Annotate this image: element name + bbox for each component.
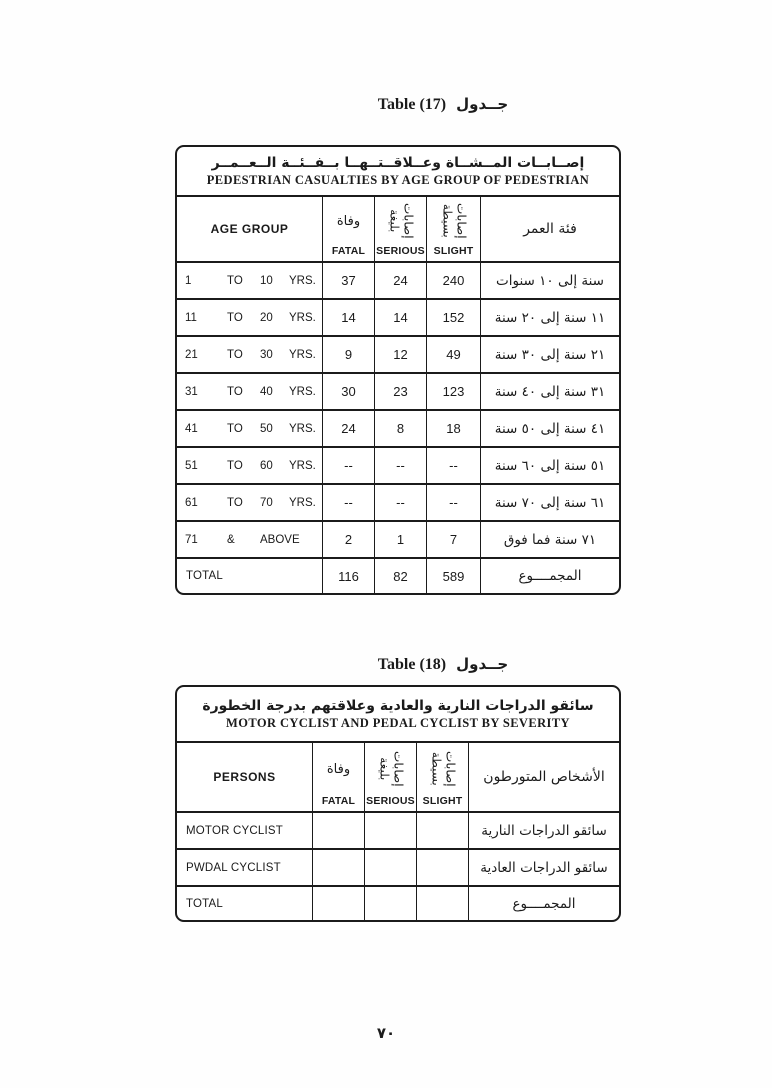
fatal-header-18-arabic-wrap <box>313 743 364 795</box>
age-connector: TO <box>227 274 243 287</box>
slight-arabic-word2: بسيطة <box>440 204 455 238</box>
age-to: 60 <box>260 459 273 472</box>
age-range-arabic: ٣١ سنة إلى ٤٠ سنة <box>480 374 619 409</box>
table-row <box>177 446 619 483</box>
slight-value <box>416 850 468 885</box>
slight-rotated-label <box>436 197 472 245</box>
slight-header-18 <box>416 743 468 811</box>
age-range-cell <box>177 522 322 557</box>
age-unit: YRS. <box>289 459 316 472</box>
slight-value: 123 <box>426 374 480 409</box>
table18-total-row <box>177 885 619 920</box>
table-row <box>177 335 619 372</box>
serious-value: -- <box>374 485 426 520</box>
table17-total-row <box>177 557 619 593</box>
fatal-value: -- <box>322 485 374 520</box>
table17-caption-en: Table (17) <box>377 96 447 113</box>
table17-title <box>177 147 619 195</box>
slight-header <box>426 197 480 261</box>
age-connector: TO <box>227 311 243 324</box>
age-group-header: AGE GROUP <box>210 222 289 236</box>
serious-header-english: SERIOUS <box>376 245 425 257</box>
fatal-value: 2 <box>322 522 374 557</box>
slight-value: 7 <box>426 522 480 557</box>
table-row <box>177 848 619 885</box>
fatal-value: 37 <box>322 263 374 298</box>
age-unit: YRS. <box>289 385 316 398</box>
table18-header-row <box>177 741 619 811</box>
slight-value: 49 <box>426 337 480 372</box>
age-range-cell <box>177 337 322 372</box>
serious-18-arabic-word1: إصابات <box>391 751 406 787</box>
table18-caption-en: Table (18) <box>377 656 447 673</box>
total-slight-18 <box>416 887 468 920</box>
age-unit: YRS. <box>289 311 316 324</box>
serious-value: 23 <box>374 374 426 409</box>
age-unit: YRS. <box>289 274 316 287</box>
age-from: 1 <box>185 274 192 287</box>
serious-rotated-text <box>387 203 415 238</box>
age-range-cell <box>177 300 322 335</box>
age-connector: TO <box>227 496 243 509</box>
age-unit: YRS. <box>289 422 316 435</box>
table18 <box>175 685 621 922</box>
age-to: 50 <box>260 422 273 435</box>
fatal-header-18-english: FATAL <box>321 795 356 807</box>
age-to: 20 <box>260 311 273 324</box>
table17-caption-ar: جــدول <box>456 95 509 113</box>
serious-18-rotated-text <box>377 751 405 786</box>
fatal-value: 9 <box>322 337 374 372</box>
serious-header <box>374 197 426 261</box>
person-type-arabic: سائقو الدراجات النارية <box>468 813 619 848</box>
age-connector: TO <box>227 385 243 398</box>
fatal-header-18 <box>312 743 364 811</box>
table17-title-english: PEDESTRIAN CASUALTIES BY AGE GROUP OF PEDESTRIAN <box>206 172 590 187</box>
slight-header-english: SLIGHT <box>433 245 474 257</box>
total-serious: 82 <box>374 559 426 593</box>
age-range-arabic: ٤١ سنة إلى ٥٠ سنة <box>480 411 619 446</box>
table17-title-arabic: إصــابــات المــشــاة وعــلاقــتــهــا بــفــئــة الــعــمــر <box>211 154 585 171</box>
serious-rotated-label <box>383 197 419 245</box>
fatal-value <box>312 813 364 848</box>
fatal-value: 24 <box>322 411 374 446</box>
age-range-arabic: ٥١ سنة إلى ٦٠ سنة <box>480 448 619 483</box>
fatal-value: 14 <box>322 300 374 335</box>
age-range-arabic: سنة إلى ١٠ سنوات <box>480 263 619 298</box>
serious-value: 12 <box>374 337 426 372</box>
slight-18-arabic-word2: بسيطة <box>429 752 444 786</box>
slight-header-18-english: SLIGHT <box>422 795 463 807</box>
serious-header-18 <box>364 743 416 811</box>
table18-title-english: MOTOR CYCLIST AND PEDAL CYCLIST BY SEVERITY <box>226 715 570 730</box>
slight-header-18-arabic-wrap <box>417 743 468 795</box>
table-row <box>177 372 619 409</box>
age-to: 10 <box>260 274 273 287</box>
slight-rotated-text <box>440 203 468 238</box>
age-range-cell <box>177 485 322 520</box>
slight-18-rotated-text <box>429 751 457 786</box>
total-slight: 589 <box>426 559 480 593</box>
total-label-18: TOTAL <box>186 897 223 910</box>
table-row <box>177 483 619 520</box>
total-label: TOTAL <box>186 570 223 582</box>
serious-18-rotated-label <box>373 745 409 793</box>
age-range-arabic: ٦١ سنة إلى ٧٠ سنة <box>480 485 619 520</box>
serious-header-arabic-wrap <box>375 197 426 245</box>
age-from: 41 <box>185 422 198 435</box>
serious-arabic-word1: إصابات <box>401 203 416 239</box>
age-from: 21 <box>185 348 198 361</box>
table-row <box>177 520 619 557</box>
slight-18-rotated-label <box>425 745 461 793</box>
table17 <box>175 145 621 595</box>
serious-value: -- <box>374 448 426 483</box>
fatal-value <box>312 850 364 885</box>
age-range-cell <box>177 374 322 409</box>
table17-header-row <box>177 195 619 261</box>
age-from: 71 <box>185 533 198 546</box>
age-connector: TO <box>227 422 243 435</box>
slight-header-arabic-wrap <box>427 197 480 245</box>
serious-header-18-english: SERIOUS <box>366 795 415 807</box>
age-range-cell <box>177 448 322 483</box>
age-from: 31 <box>185 385 198 398</box>
serious-18-arabic-word2: بليغة <box>377 757 392 781</box>
fatal-value: -- <box>322 448 374 483</box>
age-range-cell <box>177 263 322 298</box>
total-fatal-18 <box>312 887 364 920</box>
slight-arabic-word1: إصابات <box>454 203 469 239</box>
slight-value <box>416 813 468 848</box>
persons-header: PERSONS <box>213 770 276 784</box>
person-type-arabic: سائقو الدراجات العادية <box>468 850 619 885</box>
age-from: 11 <box>185 311 197 324</box>
fatal-header-english: FATAL <box>331 245 366 257</box>
serious-value: 24 <box>374 263 426 298</box>
age-connector: & <box>227 533 235 546</box>
serious-value <box>364 850 416 885</box>
table17-caption <box>175 95 621 114</box>
age-range-arabic: ١١ سنة إلى ٢٠ سنة <box>480 300 619 335</box>
age-connector: TO <box>227 459 243 472</box>
table18-caption-ar: جــدول <box>456 655 509 673</box>
serious-value <box>364 813 416 848</box>
table18-caption <box>175 655 621 674</box>
slight-value: 240 <box>426 263 480 298</box>
age-to: ABOVE <box>260 533 300 546</box>
age-unit: YRS. <box>289 496 316 509</box>
person-type-label: MOTOR CYCLIST <box>186 824 283 837</box>
serious-header-18-arabic-wrap <box>365 743 416 795</box>
table-row <box>177 298 619 335</box>
fatal-header-18-arabic: وفاة <box>326 761 351 777</box>
age-to: 70 <box>260 496 273 509</box>
age-to: 30 <box>260 348 273 361</box>
age-from: 61 <box>185 496 198 509</box>
total-serious-18 <box>364 887 416 920</box>
age-from: 51 <box>185 459 198 472</box>
slight-18-arabic-word1: إصابات <box>443 751 458 787</box>
serious-value: 14 <box>374 300 426 335</box>
total-arabic: المجمــــوع <box>480 559 619 593</box>
total-fatal: 116 <box>322 559 374 593</box>
person-type-label: PWDAL CYCLIST <box>186 861 281 874</box>
page-number: ٧٠ <box>376 1024 396 1042</box>
age-unit: YRS. <box>289 348 316 361</box>
total-arabic-18: المجمــــوع <box>468 887 619 920</box>
serious-value: 8 <box>374 411 426 446</box>
serious-value: 1 <box>374 522 426 557</box>
slight-value: 18 <box>426 411 480 446</box>
table18-title <box>177 687 619 741</box>
age-group-header-arabic: فئة العمر <box>480 197 619 261</box>
table-row <box>177 811 619 848</box>
table18-title-arabic: سائقو الدراجات النارية والعادية وعلاقتهم بدرجة الخطورة <box>202 697 594 714</box>
table-row <box>177 261 619 298</box>
age-range-arabic: ٧١ سنة فما فوق <box>480 522 619 557</box>
fatal-header-arabic: وفاة <box>336 213 361 229</box>
age-connector: TO <box>227 348 243 361</box>
fatal-header <box>322 197 374 261</box>
table-row <box>177 409 619 446</box>
serious-arabic-word2: بليغة <box>387 209 402 233</box>
slight-value: -- <box>426 485 480 520</box>
fatal-header-arabic-wrap <box>323 197 374 245</box>
slight-value: -- <box>426 448 480 483</box>
age-range-arabic: ٢١ سنة إلى ٣٠ سنة <box>480 337 619 372</box>
age-to: 40 <box>260 385 273 398</box>
persons-header-arabic: الأشخاص المتورطون <box>468 743 619 811</box>
age-range-cell <box>177 411 322 446</box>
fatal-value: 30 <box>322 374 374 409</box>
slight-value: 152 <box>426 300 480 335</box>
